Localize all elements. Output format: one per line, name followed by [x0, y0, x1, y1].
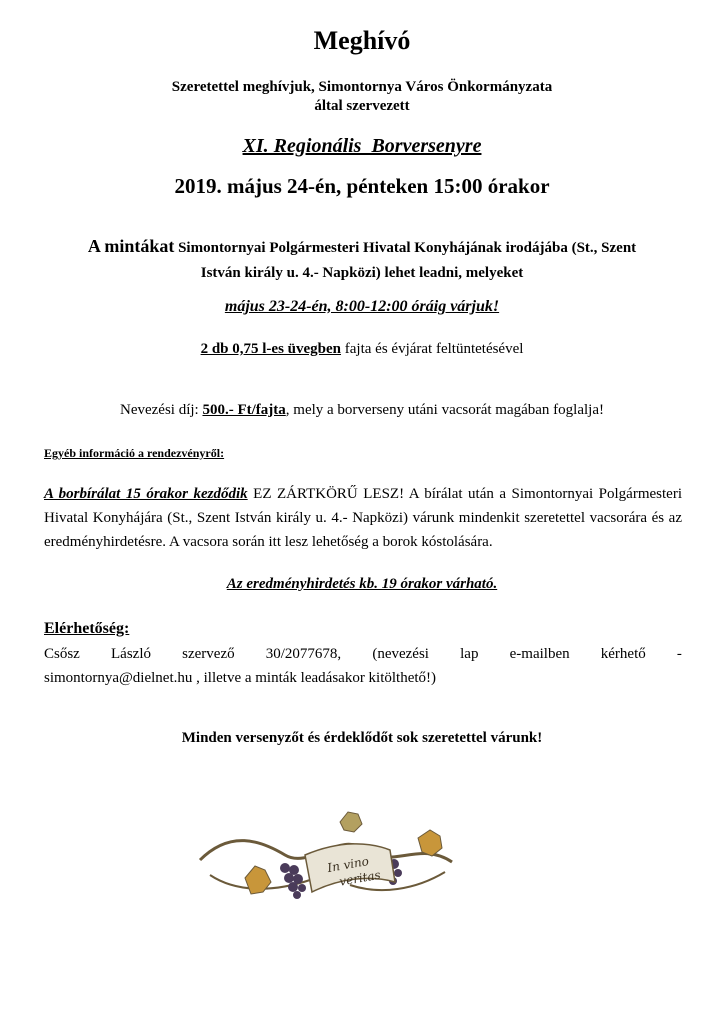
other-info-heading: Egyéb információ a rendezvényről: — [44, 446, 225, 460]
contact-word: 30/2077678, — [265, 646, 342, 662]
contact-word: (nevezési — [372, 646, 429, 662]
bottles-rest: fajta és évjárat feltüntetésével — [341, 341, 524, 357]
contact-word: lap — [460, 646, 479, 662]
samples-lead: A mintákat — [87, 236, 175, 256]
judging-strong: A borbírálat 15 órakor kezdődik — [44, 486, 248, 502]
contact-line-1 — [44, 642, 682, 666]
contact-word: László — [111, 646, 151, 662]
in-vino-veritas-logo — [190, 800, 460, 910]
contact-line-2: simontornya@dielnet.hu , illetve a minták leadásakor kitölthető!) — [44, 670, 437, 686]
leaf-icon — [418, 830, 442, 856]
fee-rest: , mely a borverseny utáni vacsorát magában foglalja! — [285, 402, 604, 418]
contact-word: - — [676, 646, 682, 662]
closing-text: Minden versenyzőt és érdeklődőt sok szeretettel várunk! — [181, 730, 543, 746]
judging-rest: EZ ZÁRTKÖRŰ LESZ! A bírálat után a Simontornyai Polgármesteri Hivatal Konyhájára (St., Szent István király u. 4.- Napközi) várunk mindenkit szeretettel vacsorára és az eredményhirdetésre. A vacsora során itt lesz lehetőség a borok kóstolására. — [44, 486, 682, 550]
leaf-icon — [245, 866, 271, 894]
leaf-icon — [340, 812, 362, 832]
samples-line-1: Simontornyai Polgármesteri Hivatal Konyhájának irodájába (St., Szent — [178, 240, 637, 256]
contact-word: kérhető — [600, 646, 646, 662]
judging-paragraph — [44, 482, 682, 554]
contact-word: e-mailben — [509, 646, 570, 662]
event-date: 2019. május 24-én, pénteken 15:00 órakor — [174, 174, 550, 198]
bottles-info — [0, 341, 724, 358]
bottles-strong: 2 db 0,75 l-es üvegben — [200, 341, 342, 357]
intro-line-1: Szeretettel meghívjuk, Simontornya Város Önkormányzata — [171, 79, 553, 95]
samples-line-2: István király u. 4.- Napközi) lehet leadni, melyeket — [200, 265, 524, 281]
intro-text — [0, 78, 724, 116]
samples-info — [40, 234, 684, 286]
entry-fee — [0, 402, 724, 419]
contact-info — [44, 642, 682, 690]
drop-off-window: május 23-24-én, 8:00-12:00 óráig várjuk! — [224, 298, 500, 315]
contact-word: Csősz — [44, 646, 80, 662]
page-title: Meghívó — [313, 26, 411, 55]
logo-text-line-2: veritas — [338, 867, 382, 889]
event-name: XI. Regionális Borversenyre — [242, 135, 482, 157]
contact-heading: Elérhetőség: — [44, 620, 130, 637]
results-announcement: Az eredményhirdetés kb. 19 órakor várható. — [226, 576, 498, 592]
fee-label: Nevezési díj: — [119, 402, 203, 418]
intro-line-2: által szervezett — [314, 98, 410, 114]
contact-word: szervező — [182, 646, 235, 662]
logo-text-line-1: In vino — [326, 853, 370, 876]
fee-amount: 500.- Ft/fajta — [202, 402, 286, 418]
